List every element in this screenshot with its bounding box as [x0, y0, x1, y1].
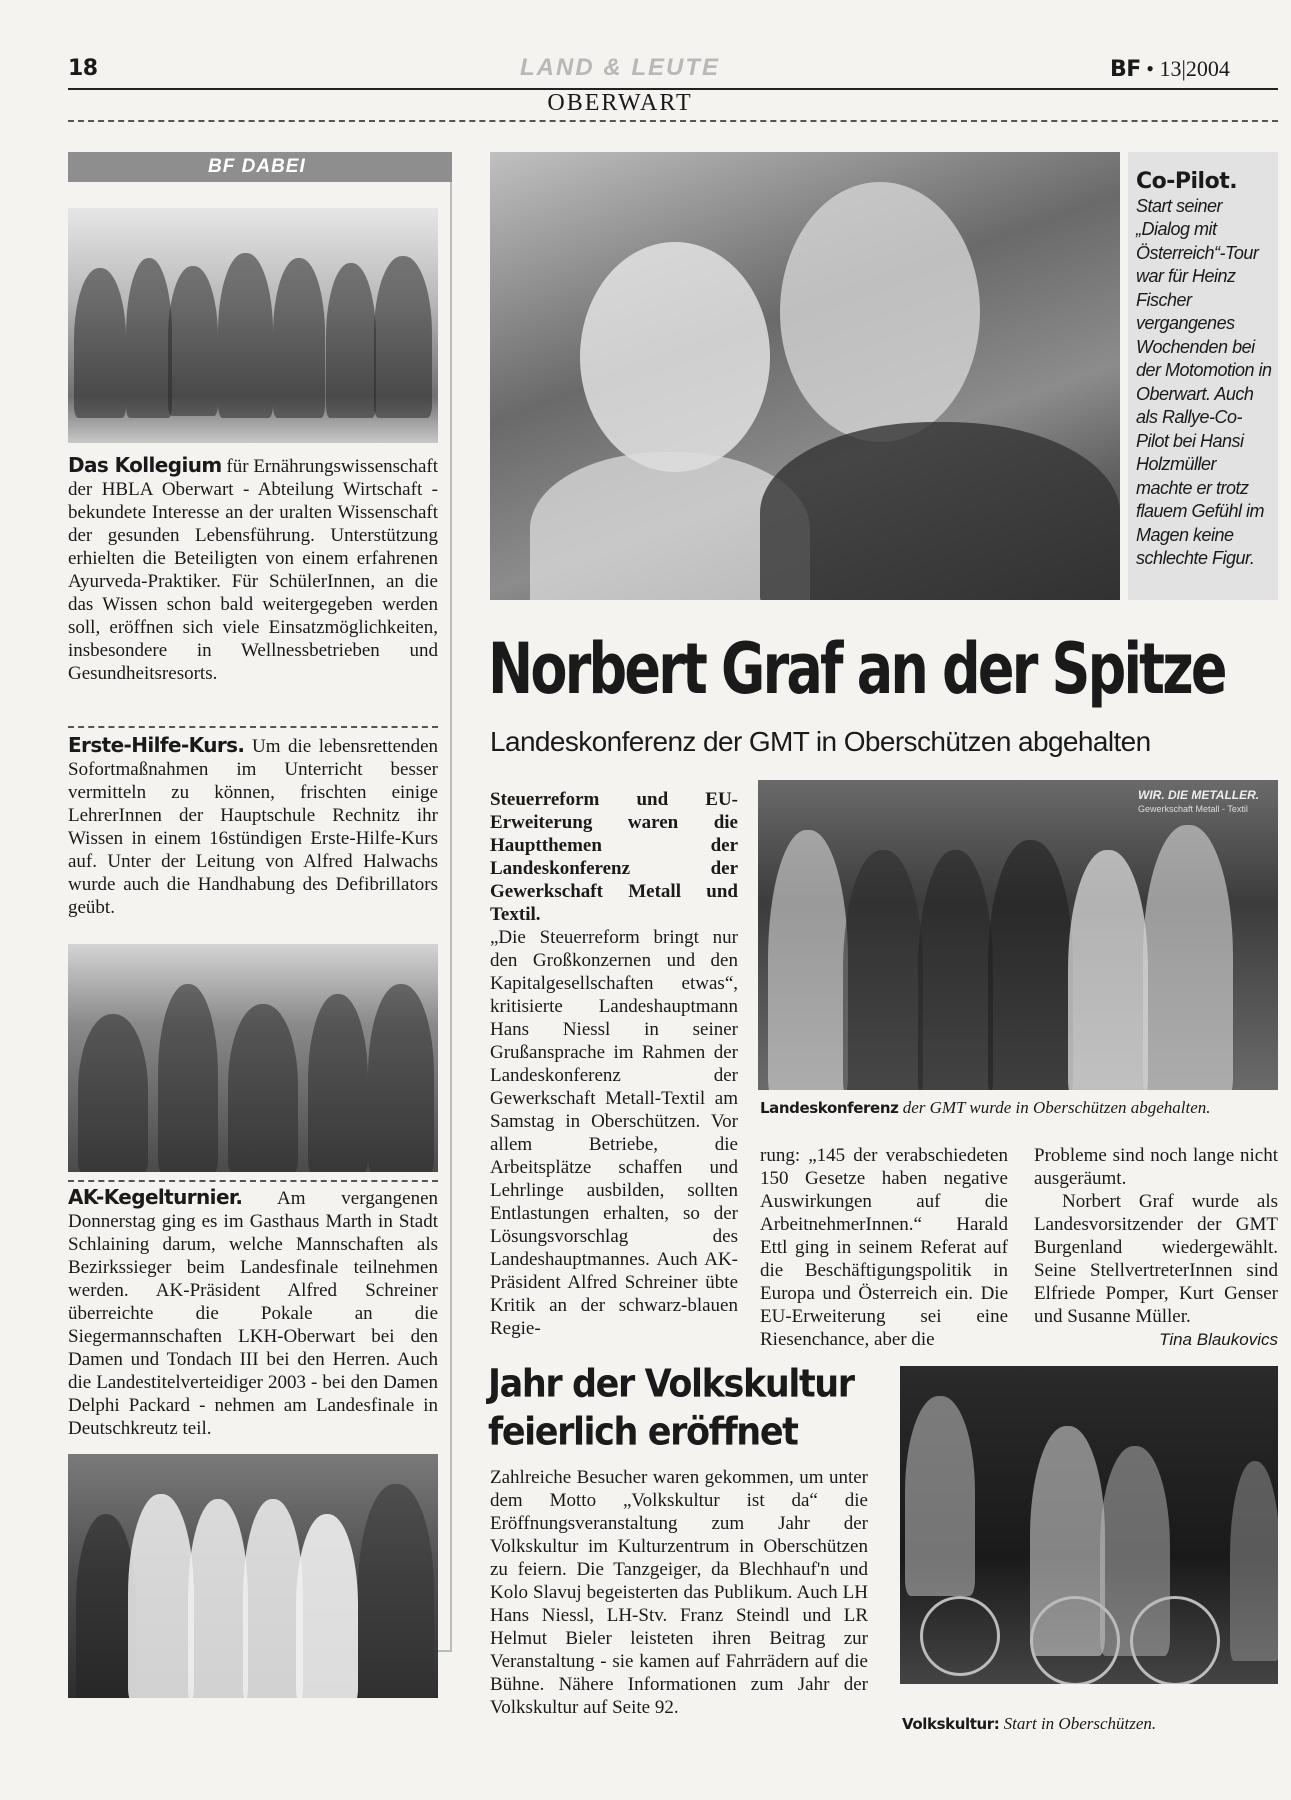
- kollegium-photo: [68, 208, 438, 443]
- kegelturnier-lead: AK-Kegelturnier.: [68, 1185, 243, 1209]
- volkskultur-headline-2: feierlich eröffnet: [488, 1410, 798, 1455]
- landeskonferenz-photo: [758, 780, 1278, 1090]
- photo-banner-sub: Gewerkschaft Metall - Textil: [1138, 804, 1248, 814]
- copilot-lead: Co-Pilot.: [1136, 169, 1238, 194]
- section-title: LAND & LEUTE: [520, 54, 720, 81]
- erste-hilfe-photo: [68, 944, 438, 1172]
- sidebar-divider-2: [68, 1180, 438, 1182]
- subsection-title: OBERWART: [547, 90, 693, 116]
- sidebar-divider-1: [68, 726, 438, 728]
- kollegium-text: [68, 454, 438, 685]
- kegelturnier-body: Am vergangenen Donnerstag ging es im Gasthaus Marth in Stadt Schlaining darum, welche Mannschaften als Bezirkssieger beim Landesfinale teilnehmen werden. AK-Präsident Alfred Schreiner überreichte die Pokale an die Siegermannschaften LKH-Oberwart bei den Damen und Tondach III bei den Herren. Auch die Landestitelverteidiger 2003 - bei den Damen Delphi Packard - nehmen am Landesfinale in Deutschkreutz teil.: [68, 1188, 438, 1439]
- photo-banner: WIR. DIE METALLER.: [1138, 788, 1260, 802]
- volkskultur-caption-lead: Volkskultur:: [902, 1715, 1000, 1733]
- issue-info: [1110, 56, 1230, 82]
- main-col3-para2: Norbert Graf wurde als Landesvorsitzender der GMT Burgenland wiedergewählt. Seine StellvertreterInnen sind Elfriede Pomper, Kurt Genser und Susanne Müller.: [1034, 1191, 1278, 1327]
- main-col3: [1034, 1144, 1278, 1328]
- erste-hilfe-lead: Erste-Hilfe-Kurs.: [68, 733, 245, 757]
- volkskultur-caption-text: Start in Oberschützen.: [1003, 1714, 1157, 1733]
- issue-separator: •: [1146, 56, 1160, 81]
- main-headline: Norbert Graf an der Spitze: [488, 628, 1225, 710]
- main-author: Tina Blaukovics: [1159, 1330, 1278, 1349]
- header-dashed-rule: [68, 120, 1278, 122]
- copilot-body: Start seiner „Dialog mit Österreich“-Tour war für Heinz Fischer vergangenes Wochenden bei der Motomotion in Oberwart. Auch als Rallye-Co-Pilot bei Hansi Holzmüller machte er trotz flauem Gefühl im Magen keine schlechte Figur.: [1136, 195, 1272, 568]
- main-col1: „Die Steuerreform bringt nur den Großkonzernen und den Kapitalgesellschaften etwas“, kritisierte Landeshauptmann Hans Niessl in seiner Grußansprache im Rahmen der Landeskonferenz der Gewerkschaft Metall-Textil am Samstag in Oberschützen. Vor allem Betriebe, die Arbeitsplätze schaffen und Lehrlinge ausbilden, sollten Entlastungen erhalten, so der Lösungsvorschlag des Landeshauptmannes. Auch AK-Präsident Alfred Schreiner übte Kritik an der schwarz-blauen Regie-: [490, 927, 738, 1339]
- landeskonferenz-caption-text: der GMT wurde in Oberschützen abgehalten.: [902, 1098, 1211, 1117]
- main-lead: Steuerreform und EU-Erweiterung waren die Hauptthemen der Landeskonferenz der Gewerkschaft Metall und Textil.: [490, 789, 738, 925]
- page-number: 18: [68, 56, 98, 81]
- volkskultur-text: Zahlreiche Besucher waren gekommen, um unter dem Motto „Volkskultur ist da“ die Eröffnungsveranstaltung zum Jahr der Volkskultur im Kulturzentrum in Oberschützen zu feiern. Die Tanzgeiger, da Blechhauf'n und Kolo Slavuj begeisterten das Publikum. Auch LH Hans Niessl, LH-Stv. Franz Steindl und LR Helmut Bieler leisteten ihren Beitrag zur Veranstaltung - sie kamen auf Fahrrädern auf die Bühne. Nähere Informationen zum Jahr der Volkskultur auf Seite 92.: [490, 1467, 868, 1718]
- main-col3-para1: Probleme sind noch lange nicht ausgeräumt.: [1034, 1145, 1278, 1189]
- kegelturnier-photo: [68, 1454, 438, 1698]
- sidebar-label: BF DABEI: [68, 152, 452, 182]
- volkskultur-photo: [900, 1366, 1278, 1684]
- erste-hilfe-text: [68, 734, 438, 919]
- copilot-caption: [1136, 170, 1274, 571]
- brand-label: BF: [1110, 57, 1141, 82]
- kollegium-lead: Das Kollegium: [68, 453, 222, 477]
- erste-hilfe-body: Um die lebensrettenden Sofortmaßnahmen im Unterricht besser vermitteln zu können, frischten einige LehrerInnen der Hauptschule Rechnitz ihr Wissen in einem 16stündigen Erste-Hilfe-Kurs auf. Unter der Leitung von Alfred Halwachs wurde auch die Handhabung des Defibrillators geübt.: [68, 736, 438, 918]
- main-subhead: Landeskonferenz der GMT in Oberschützen abgehalten: [490, 726, 1151, 757]
- main-col2: rung: „145 der verabschiedeten 150 Gesetze haben negative Auswirkungen auf die ArbeitnehmerInnen.“ Harald Ettl ging in seinem Referat auf die Beschäftigungspolitik in Europa und Österreich ein. Die EU-Erweiterung sei eine Riesenchance, aber die: [760, 1145, 1008, 1350]
- kollegium-body: für Ernährungswissenschaft der HBLA Oberwart - Abteilung Wirtschaft - bekundete Interesse an der uralten Wissenschaft der gesunden Lebensführung. Unterstützung erhielten die Beteiligten von einem erfahrenen Ayurveda-Praktiker. Für SchülerInnen, an die das Wissen schon bald weitergegeben werden soll, eröffnen sich viele Einsatzmöglichkeiten, insbesondere in Wellnessbetrieben und Gesundheitsresorts.: [68, 456, 438, 684]
- issue-number: 13|2004: [1159, 56, 1230, 81]
- kegelturnier-text: [68, 1186, 438, 1440]
- volkskultur-headline-1: Jahr der Volkskultur: [488, 1362, 854, 1407]
- header-rule: [68, 88, 1278, 90]
- volkskultur-headline: [488, 1360, 888, 1457]
- copilot-photo: [490, 152, 1120, 600]
- volkskultur-caption: [902, 1714, 1280, 1734]
- landeskonferenz-caption-lead: Landeskonferenz: [760, 1099, 899, 1117]
- landeskonferenz-caption: [760, 1098, 1280, 1118]
